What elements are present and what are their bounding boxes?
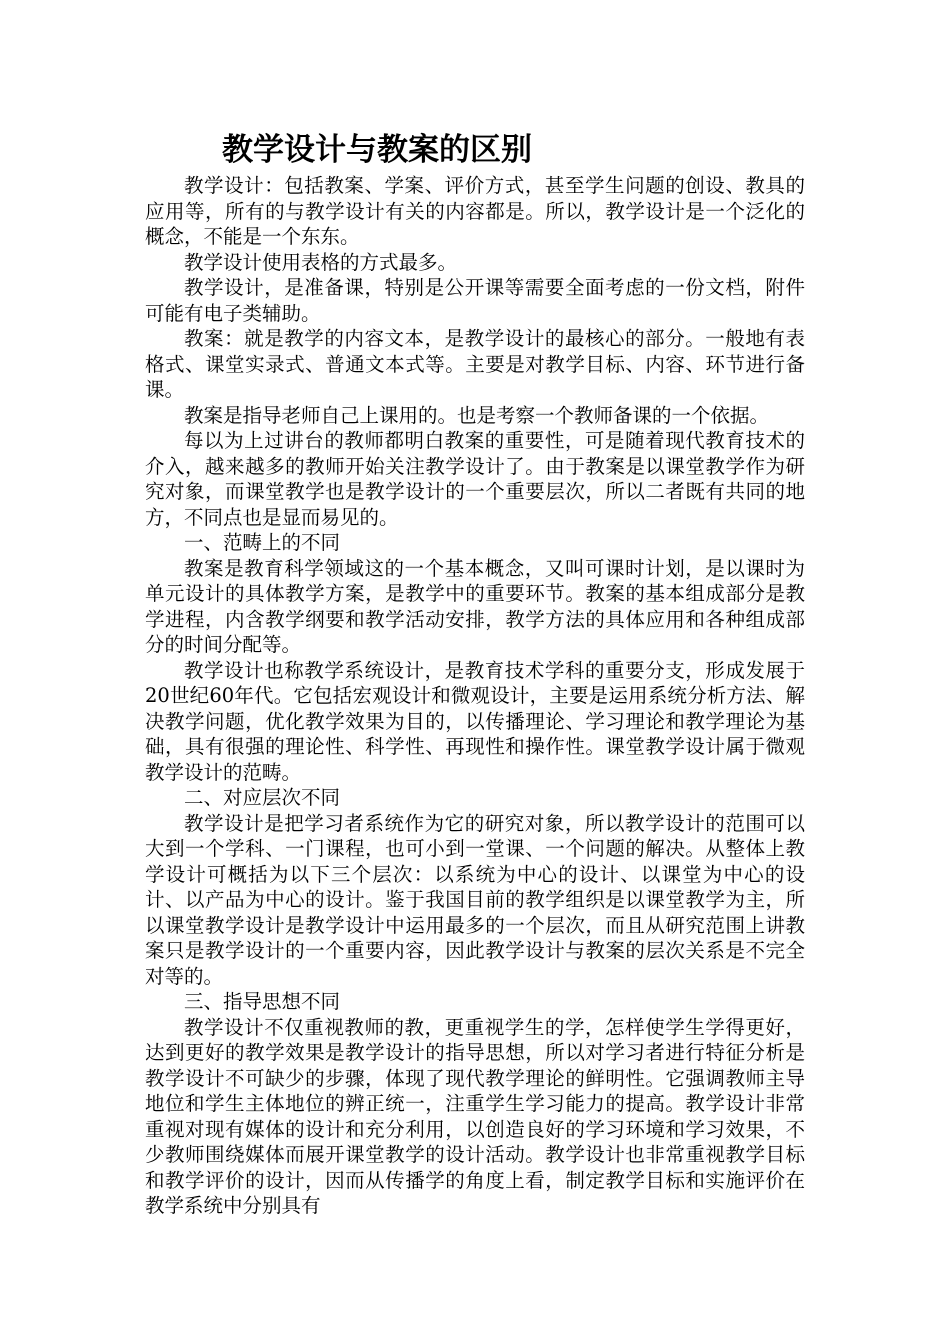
paragraph-8: 教学设计也称教学系统设计，是教育技术学科的重要分支，形成发展于20世纪60年代。它包括宏观设计和微观设计，主要是运用系统分析方法、解决教学问题，优化教学效果为目的，以传播理论、学习理论和教学理论为基础，具有很强的理论性、科学性、再现性和操作性。课堂教学设计属于微观教学设计的范畴。	[145, 658, 805, 784]
paragraph-7: 教案是教育科学领域这的一个基本概念，又叫可课时计划，是以课时为单元设计的具体教学方案，是教学中的重要环节。教案的基本组成部分是教学进程，内含教学纲要和教学活动安排，教学方法的具体应用和各种组成部分的时间分配等。	[145, 556, 805, 656]
paragraph-3: 教学设计，是准备课，特别是公开课等需要全面考虑的一份文档，附件可能有电子类辅助。	[145, 276, 805, 325]
paragraph-5: 教案是指导老师自己上课用的。也是考察一个教师备课的一个依据。	[184, 403, 770, 427]
section-heading-3: 三、指导思想不同	[184, 990, 341, 1013]
document-body	[145, 173, 805, 1219]
paragraph-10: 教学设计不仅重视教师的教，更重视学生的学，怎样使学生学得更好，达到更好的教学效果是教学设计的指导思想，所以对学习者进行特征分析是教学设计不可缺少的步骤，体现了现代教学理论的鲜明性。它强调教师主导地位和学生主体地位的辨正统一，注重学生学习能力的提高。教学设计非常重视对现有媒体的设计和充分利用，以创造良好的学习环境和学习效果，不少教师围绕媒体而展开课堂教学的设计活动。教学设计也非常重视教学目标和教学评价的设计，因而从传播学的角度上看，制定教学目标和实施评价在教学系统中分别具有	[145, 1015, 805, 1217]
paragraph-9: 教学设计是把学习者系统作为它的研究对象，所以教学设计的范围可以大到一个学科、一门课程，也可小到一堂课、一个问题的解决。从整体上教学设计可概括为以下三个层次：以系统为中心的设计、以课堂为中心的设计、以产品为中心的设计。鉴于我国目前的教学组织是以课堂教学为主，所以课堂教学设计是教学设计中运用最多的一个层次，而且从研究范围上讲教案只是教学设计的一个重要内容，因此教学设计与教案的层次关系是不完全对等的。	[145, 811, 805, 988]
paragraph-4: 教案：就是教学的内容文本，是教学设计的最核心的部分。一般地有表格式、课堂实录式、普通文本式等。主要是对教学目标、内容、环节进行备课。	[145, 327, 805, 401]
paragraph-2: 教学设计使用表格的方式最多。	[184, 250, 458, 274]
section-heading-2: 二、对应层次不同	[184, 786, 341, 809]
paragraph-1: 教学设计：包括教案、学案、评价方式，甚至学生问题的创设、教具的应用等，所有的与教学设计有关的内容都是。所以，教学设计是一个泛化的概念，不能是一个东东。	[145, 174, 805, 248]
paragraph-6: 每以为上过讲台的教师都明白教案的重要性，可是随着现代教育技术的介入，越来越多的教师开始关注教学设计了。由于教案是以课堂教学作为研究对象，而课堂教学也是教学设计的一个重要层次，所以二者既有共同的地方，不同点也是显而易见的。	[145, 429, 805, 529]
document-title: 教学设计与教案的区别	[222, 132, 532, 168]
section-heading-1: 一、范畴上的不同	[184, 531, 341, 554]
